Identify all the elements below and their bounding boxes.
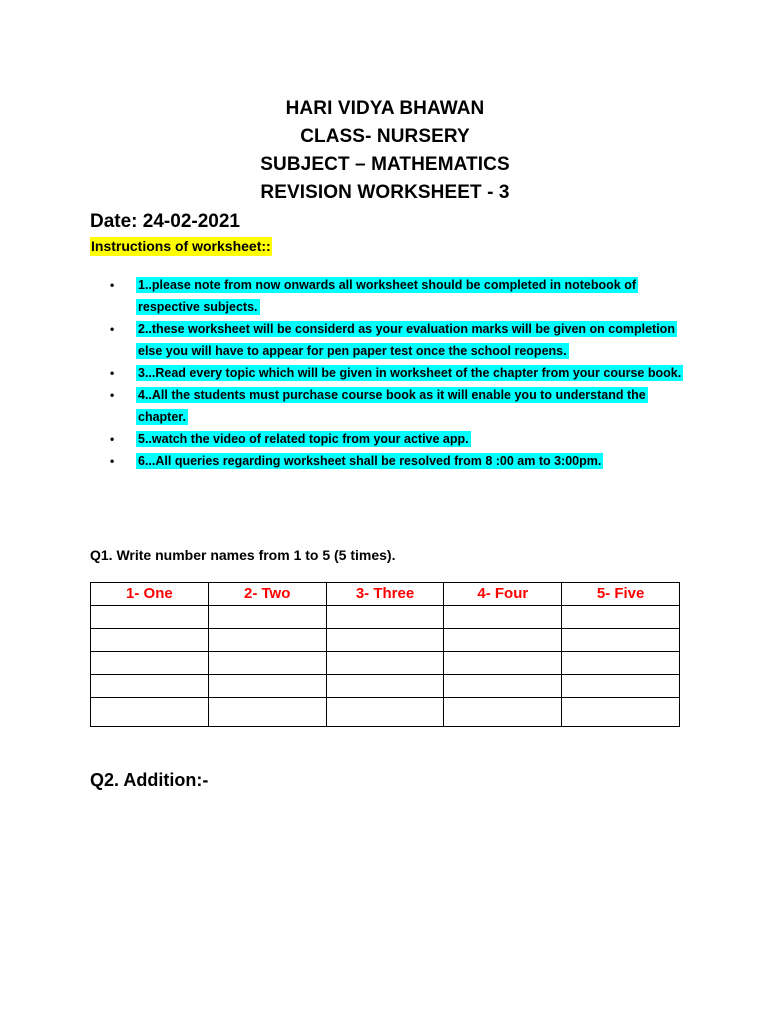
column-header-five: 5- Five bbox=[562, 583, 680, 606]
answer-cell[interactable] bbox=[91, 698, 209, 727]
answer-cell[interactable] bbox=[208, 698, 326, 727]
answer-cell[interactable] bbox=[91, 629, 209, 652]
class-name: CLASS- NURSERY bbox=[300, 126, 470, 147]
table-row bbox=[91, 629, 680, 652]
answer-cell[interactable] bbox=[562, 698, 680, 727]
number-names-table bbox=[90, 582, 680, 727]
bullet-icon: • bbox=[110, 322, 115, 336]
instruction-text: 2..these worksheet will be considerd as your evaluation marks will be given on completion else you will have to appear for pen paper test once the school reopens. bbox=[138, 322, 675, 358]
school-name: HARI VIDYA BHAWAN bbox=[285, 98, 485, 119]
answer-cell[interactable] bbox=[562, 629, 680, 652]
answer-cell[interactable] bbox=[444, 698, 562, 727]
instructions-list bbox=[110, 274, 690, 472]
worksheet-header bbox=[0, 95, 770, 207]
answer-cell[interactable] bbox=[444, 652, 562, 675]
answer-cell[interactable] bbox=[326, 698, 444, 727]
answer-cell[interactable] bbox=[326, 629, 444, 652]
answer-cell[interactable] bbox=[562, 606, 680, 629]
instruction-text: 3...Read every topic which will be given in worksheet of the chapter from your course book. bbox=[138, 366, 682, 380]
answer-cell[interactable] bbox=[326, 652, 444, 675]
answer-cell[interactable] bbox=[326, 675, 444, 698]
bullet-icon: • bbox=[110, 366, 115, 380]
bullet-icon: • bbox=[110, 278, 115, 292]
table-row bbox=[91, 606, 680, 629]
worksheet-date: Date: 24-02-2021 bbox=[90, 211, 240, 232]
instruction-item bbox=[110, 428, 690, 450]
table-row bbox=[91, 698, 680, 727]
instruction-text: 1..please note from now onwards all worksheet should be completed in notebook of respective subjects. bbox=[138, 278, 636, 314]
column-header-four: 4- Four bbox=[444, 583, 562, 606]
instruction-text: 4..All the students must purchase course book as it will enable you to understand the chapter. bbox=[138, 388, 646, 424]
table-row bbox=[91, 652, 680, 675]
answer-cell[interactable] bbox=[91, 652, 209, 675]
instruction-item bbox=[110, 362, 690, 384]
table-header-row bbox=[91, 583, 680, 606]
question-2-title: Q2. Addition:- bbox=[90, 770, 209, 790]
worksheet-title: REVISION WORKSHEET - 3 bbox=[260, 182, 510, 203]
instruction-item bbox=[110, 450, 690, 472]
answer-cell[interactable] bbox=[444, 629, 562, 652]
instruction-text: 5..watch the video of related topic from your active app. bbox=[138, 432, 469, 446]
answer-cell[interactable] bbox=[208, 606, 326, 629]
answer-cell[interactable] bbox=[208, 652, 326, 675]
answer-cell[interactable] bbox=[208, 675, 326, 698]
answer-cell[interactable] bbox=[562, 652, 680, 675]
instruction-item bbox=[110, 318, 690, 362]
bullet-icon: • bbox=[110, 454, 115, 468]
bullet-icon: • bbox=[110, 388, 115, 402]
table-row bbox=[91, 675, 680, 698]
column-header-two: 2- Two bbox=[208, 583, 326, 606]
answer-cell[interactable] bbox=[562, 675, 680, 698]
instructions-title: Instructions of worksheet:: bbox=[91, 238, 271, 254]
instruction-text: 6...All queries regarding worksheet shall be resolved from 8 :00 am to 3:00pm. bbox=[138, 454, 602, 468]
bullet-icon: • bbox=[110, 432, 115, 446]
answer-cell[interactable] bbox=[91, 606, 209, 629]
question-1-title: Q1. Write number names from 1 to 5 (5 times). bbox=[90, 547, 396, 563]
column-header-three: 3- Three bbox=[326, 583, 444, 606]
instruction-item bbox=[110, 274, 690, 318]
answer-cell[interactable] bbox=[444, 606, 562, 629]
answer-cell[interactable] bbox=[91, 675, 209, 698]
answer-cell[interactable] bbox=[444, 675, 562, 698]
answer-cell[interactable] bbox=[326, 606, 444, 629]
instruction-item bbox=[110, 384, 690, 428]
subject-name: SUBJECT – MATHEMATICS bbox=[260, 154, 510, 175]
answer-cell[interactable] bbox=[208, 629, 326, 652]
column-header-one: 1- One bbox=[91, 583, 209, 606]
